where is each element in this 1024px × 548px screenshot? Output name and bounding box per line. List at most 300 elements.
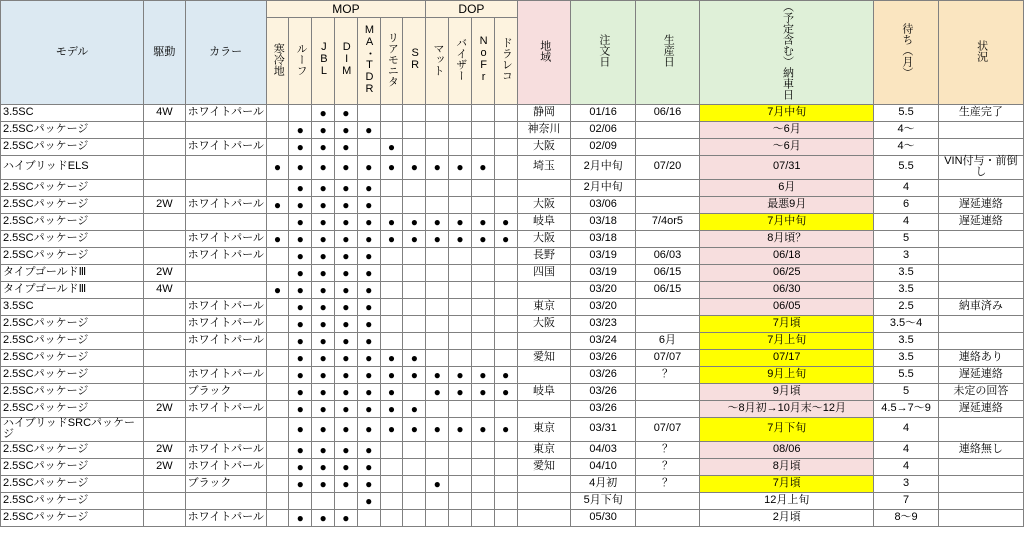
cell-status [938,179,1023,196]
cell-mop-2 [289,492,312,509]
cell-dop-4 [494,441,517,458]
cell-dop-3 [471,138,494,155]
cell-production-date: 7/4or5 [635,213,699,230]
header-model: モデル [1,1,144,105]
cell-model: ハイブリッドSRCパッケージ [1,417,144,441]
cell-delivery-date: 9月上旬 [700,366,874,383]
header-dop-1 [426,18,449,105]
cell-status [938,475,1023,492]
cell-dop-3 [471,400,494,417]
header-region: 地域 [517,1,571,105]
header-dop-label: ドラレコ [500,37,513,81]
header-mop-7 [403,18,426,105]
cell-dop-3 [471,179,494,196]
cell-mop-7 [403,492,426,509]
cell-status [938,492,1023,509]
cell-order-date: 4月初 [571,475,635,492]
cell-dop-4 [494,121,517,138]
cell-wait-months: 3.5 [874,281,938,298]
cell-mop-1 [266,417,289,441]
cell-wait-months: 3.5 [874,332,938,349]
cell-mop-6 [380,104,403,121]
cell-mop-5: ● [357,383,380,400]
cell-dop-4 [494,509,517,526]
cell-production-date: 07/20 [635,155,699,179]
cell-color [185,492,266,509]
cell-mop-4: ● [335,213,358,230]
cell-mop-4: ● [335,349,358,366]
cell-color: ホワイトパール [185,458,266,475]
cell-dop-1 [426,349,449,366]
cell-wait-months: 2.5 [874,298,938,315]
cell-wait-months: 4 [874,458,938,475]
cell-color: ホワイトパール [185,441,266,458]
cell-mop-7 [403,315,426,332]
cell-region [517,366,571,383]
cell-mop-1 [266,441,289,458]
cell-mop-6 [380,196,403,213]
cell-model: 2.5SCパッケージ [1,332,144,349]
header-mop-2 [289,18,312,105]
cell-status: 遅延連絡 [938,366,1023,383]
table-row [1,383,1024,400]
cell-dop-4 [494,315,517,332]
cell-production-date [635,298,699,315]
cell-mop-1 [266,509,289,526]
cell-order-date: 03/06 [571,196,635,213]
cell-dop-4 [494,492,517,509]
cell-dop-1 [426,509,449,526]
table-row [1,264,1024,281]
cell-mop-2: ● [289,400,312,417]
table-body [1,104,1024,526]
header-mop-label: SR [409,47,422,71]
cell-dop-3 [471,264,494,281]
cell-mop-5: ● [357,155,380,179]
cell-dop-4 [494,281,517,298]
cell-mop-4: ● [335,281,358,298]
cell-status [938,247,1023,264]
cell-delivery-date: 06/25 [700,264,874,281]
cell-color: ホワイトパール [185,104,266,121]
cell-order-date: 02/09 [571,138,635,155]
cell-delivery-date: 06/30 [700,281,874,298]
cell-wait-months: 4 [874,179,938,196]
cell-mop-7 [403,247,426,264]
cell-color: ホワイトパール [185,509,266,526]
table-row [1,366,1024,383]
cell-order-date: 04/10 [571,458,635,475]
cell-delivery-date: 07/31 [700,155,874,179]
cell-dop-1: ● [426,366,449,383]
cell-mop-7: ● [403,155,426,179]
cell-delivery-date: 〜6月 [700,121,874,138]
cell-model: 2.5SCパッケージ [1,121,144,138]
cell-mop-4: ● [335,509,358,526]
cell-dop-4 [494,264,517,281]
table-row [1,400,1024,417]
cell-mop-7 [403,383,426,400]
cell-model: 2.5SCパッケージ [1,366,144,383]
cell-mop-3: ● [312,121,335,138]
cell-dop-2 [449,349,472,366]
cell-production-date [635,383,699,400]
cell-dop-3 [471,492,494,509]
cell-mop-7 [403,458,426,475]
header-mop-1 [266,18,289,105]
cell-wait-months: 3.5〜4 [874,315,938,332]
cell-wait-months: 5.5 [874,155,938,179]
cell-mop-2: ● [289,281,312,298]
cell-mop-1 [266,104,289,121]
cell-mop-6: ● [380,349,403,366]
cell-color [185,264,266,281]
cell-mop-5: ● [357,332,380,349]
cell-model: 2.5SCパッケージ [1,383,144,400]
cell-mop-7 [403,138,426,155]
cell-mop-4 [335,492,358,509]
cell-status [938,315,1023,332]
cell-dop-4: ● [494,213,517,230]
cell-dop-4: ● [494,366,517,383]
cell-color: ホワイトパール [185,332,266,349]
cell-dop-3 [471,458,494,475]
cell-wait-months: 8〜9 [874,509,938,526]
cell-mop-3: ● [312,179,335,196]
cell-status [938,264,1023,281]
cell-wait-months: 4〜 [874,121,938,138]
header-dop-label: NoFr [477,35,490,83]
cell-dop-2 [449,281,472,298]
table-row [1,155,1024,179]
cell-mop-1 [266,179,289,196]
cell-region: 岐阜 [517,213,571,230]
cell-delivery-date: 9月頃 [700,383,874,400]
cell-mop-2: ● [289,417,312,441]
cell-mop-4: ● [335,247,358,264]
cell-dop-4 [494,332,517,349]
cell-color [185,121,266,138]
cell-mop-3: ● [312,155,335,179]
cell-mop-1 [266,400,289,417]
cell-dop-4: ● [494,383,517,400]
cell-delivery-date: 2月頃 [700,509,874,526]
cell-production-date [635,315,699,332]
cell-drive [144,179,185,196]
cell-dop-3 [471,332,494,349]
cell-dop-4: ● [494,230,517,247]
cell-production-date: ？ [635,475,699,492]
header-mop-label: JBL [317,41,330,77]
cell-model: 2.5SCパッケージ [1,315,144,332]
header-mop-5 [357,18,380,105]
cell-region: 静岡 [517,104,571,121]
cell-mop-5: ● [357,475,380,492]
cell-delivery-date: 08/06 [700,441,874,458]
cell-color: ホワイトパール [185,247,266,264]
cell-dop-2: ● [449,155,472,179]
table-row [1,247,1024,264]
cell-mop-6: ● [380,383,403,400]
cell-mop-5: ● [357,458,380,475]
cell-mop-2: ● [289,366,312,383]
cell-mop-5 [357,104,380,121]
cell-mop-1 [266,475,289,492]
cell-drive [144,230,185,247]
cell-drive [144,298,185,315]
cell-status: 遅延連絡 [938,213,1023,230]
table-row [1,492,1024,509]
cell-color: ホワイトパール [185,400,266,417]
cell-mop-4: ● [335,332,358,349]
cell-production-date: 06/16 [635,104,699,121]
cell-dop-1 [426,281,449,298]
cell-mop-1 [266,298,289,315]
cell-color [185,349,266,366]
cell-mop-4: ● [335,315,358,332]
cell-order-date: 04/03 [571,441,635,458]
header-mop-label: MA・TDR [363,23,376,95]
cell-mop-5: ● [357,179,380,196]
cell-wait-months: 4 [874,417,938,441]
cell-production-date [635,230,699,247]
table-row [1,213,1024,230]
cell-model: 2.5SCパッケージ [1,458,144,475]
header-dop-3 [471,18,494,105]
cell-dop-3: ● [471,417,494,441]
cell-mop-5: ● [357,315,380,332]
cell-order-date: 03/26 [571,349,635,366]
cell-status [938,138,1023,155]
cell-dop-3 [471,475,494,492]
cell-drive [144,247,185,264]
cell-mop-5: ● [357,349,380,366]
cell-mop-4: ● [335,104,358,121]
cell-order-date: 05/30 [571,509,635,526]
header-mop-label: 寒冷地 [272,42,285,76]
cell-color: ホワイトパール [185,298,266,315]
cell-dop-2 [449,104,472,121]
cell-model: 2.5SCパッケージ [1,213,144,230]
cell-mop-2: ● [289,247,312,264]
cell-mop-5: ● [357,492,380,509]
cell-mop-4: ● [335,475,358,492]
cell-drive [144,366,185,383]
cell-production-date [635,196,699,213]
cell-dop-2 [449,492,472,509]
header-mop-label: DIM [340,41,353,77]
cell-mop-7: ● [403,213,426,230]
cell-color: ホワイトパール [185,315,266,332]
cell-dop-2: ● [449,230,472,247]
cell-mop-4: ● [335,138,358,155]
cell-dop-2 [449,315,472,332]
cell-wait-months: 3.5 [874,264,938,281]
cell-mop-4: ● [335,298,358,315]
header-dop-2 [449,18,472,105]
cell-drive: 2W [144,400,185,417]
cell-production-date [635,121,699,138]
cell-mop-2: ● [289,179,312,196]
table-header [1,1,1024,105]
cell-mop-2: ● [289,332,312,349]
cell-mop-2: ● [289,315,312,332]
cell-dop-1 [426,298,449,315]
cell-delivery-date: 7月頃 [700,475,874,492]
cell-mop-1 [266,213,289,230]
cell-dop-1 [426,121,449,138]
cell-mop-5: ● [357,417,380,441]
cell-dop-1 [426,315,449,332]
cell-dop-4 [494,298,517,315]
table-row [1,138,1024,155]
cell-mop-1: ● [266,196,289,213]
cell-delivery-date: 12月上旬 [700,492,874,509]
cell-dop-1 [426,196,449,213]
cell-delivery-date: 最悪9月 [700,196,874,213]
cell-mop-6: ● [380,155,403,179]
cell-dop-2 [449,247,472,264]
header-mop-label: リアモニタ [386,31,399,87]
cell-drive [144,213,185,230]
cell-mop-7 [403,332,426,349]
cell-mop-6 [380,121,403,138]
cell-mop-6: ● [380,366,403,383]
cell-dop-3 [471,104,494,121]
cell-mop-4: ● [335,441,358,458]
cell-mop-6: ● [380,417,403,441]
cell-production-date: ？ [635,366,699,383]
cell-mop-7 [403,509,426,526]
cell-mop-3: ● [312,264,335,281]
cell-drive: 2W [144,441,185,458]
cell-color: ブラック [185,383,266,400]
table-row [1,230,1024,247]
cell-delivery-date: 7月頃 [700,315,874,332]
cell-delivery-date: 8月頃？ [700,230,874,247]
header-mop-3 [312,18,335,105]
cell-dop-3 [471,281,494,298]
cell-mop-5: ● [357,213,380,230]
header-status: 状況 [938,1,1023,105]
cell-region: 神奈川 [517,121,571,138]
cell-mop-3: ● [312,509,335,526]
cell-mop-1 [266,366,289,383]
cell-dop-4 [494,247,517,264]
cell-status [938,417,1023,441]
cell-order-date: 5月下旬 [571,492,635,509]
cell-mop-7 [403,179,426,196]
cell-drive: 2W [144,196,185,213]
cell-dop-1: ● [426,213,449,230]
cell-color: ブラック [185,475,266,492]
cell-delivery-date: 06/05 [700,298,874,315]
cell-dop-4 [494,104,517,121]
cell-mop-1: ● [266,281,289,298]
cell-drive [144,509,185,526]
cell-dop-3 [471,298,494,315]
cell-mop-4: ● [335,366,358,383]
cell-delivery-date: 07/17 [700,349,874,366]
cell-order-date: 03/18 [571,213,635,230]
cell-mop-5: ● [357,230,380,247]
cell-mop-3: ● [312,366,335,383]
cell-mop-6 [380,264,403,281]
cell-order-date: 03/19 [571,247,635,264]
cell-drive: 2W [144,264,185,281]
cell-model: タイプゴールドⅢ [1,264,144,281]
cell-model: 3.5SC [1,298,144,315]
cell-production-date: ？ [635,458,699,475]
cell-mop-4: ● [335,417,358,441]
cell-model: 2.5SCパッケージ [1,179,144,196]
cell-order-date: 03/26 [571,383,635,400]
cell-region: 愛知 [517,349,571,366]
cell-dop-3 [471,441,494,458]
cell-mop-3: ● [312,349,335,366]
cell-status [938,121,1023,138]
cell-status: 遅延連絡 [938,400,1023,417]
cell-region [517,509,571,526]
header-production-date: 生産日 [635,1,699,105]
cell-region: 埼玉 [517,155,571,179]
cell-dop-1 [426,441,449,458]
cell-production-date [635,138,699,155]
header-order-date: 注文日 [571,1,635,105]
cell-mop-4: ● [335,230,358,247]
cell-dop-4 [494,475,517,492]
cell-model: 2.5SCパッケージ [1,492,144,509]
cell-mop-5 [357,509,380,526]
table-row [1,104,1024,121]
cell-mop-5: ● [357,264,380,281]
cell-mop-2 [289,104,312,121]
cell-model: 2.5SCパッケージ [1,475,144,492]
cell-region: 大阪 [517,138,571,155]
cell-order-date: 02/06 [571,121,635,138]
cell-dop-4 [494,400,517,417]
cell-mop-2: ● [289,121,312,138]
cell-dop-4: ● [494,417,517,441]
header-group-dop: DOP [426,1,517,18]
cell-dop-2 [449,121,472,138]
cell-mop-2: ● [289,138,312,155]
cell-wait-months: 4 [874,213,938,230]
cell-mop-3: ● [312,475,335,492]
header-dop-label: マット [431,42,444,76]
cell-dop-4 [494,155,517,179]
cell-mop-3: ● [312,315,335,332]
cell-drive [144,315,185,332]
cell-status: 遅延連絡 [938,196,1023,213]
header-mop-6 [380,18,403,105]
header-group-mop: MOP [266,1,426,18]
cell-dop-4 [494,179,517,196]
cell-mop-6 [380,458,403,475]
cell-mop-4: ● [335,400,358,417]
cell-drive: 2W [144,458,185,475]
header-mop-label: ルーフ [295,42,308,76]
cell-drive [144,155,185,179]
cell-color [185,155,266,179]
cell-mop-6 [380,475,403,492]
cell-dop-2 [449,298,472,315]
cell-mop-5: ● [357,281,380,298]
cell-mop-7: ● [403,349,426,366]
cell-mop-6 [380,332,403,349]
cell-region: 長野 [517,247,571,264]
cell-mop-7: ● [403,230,426,247]
